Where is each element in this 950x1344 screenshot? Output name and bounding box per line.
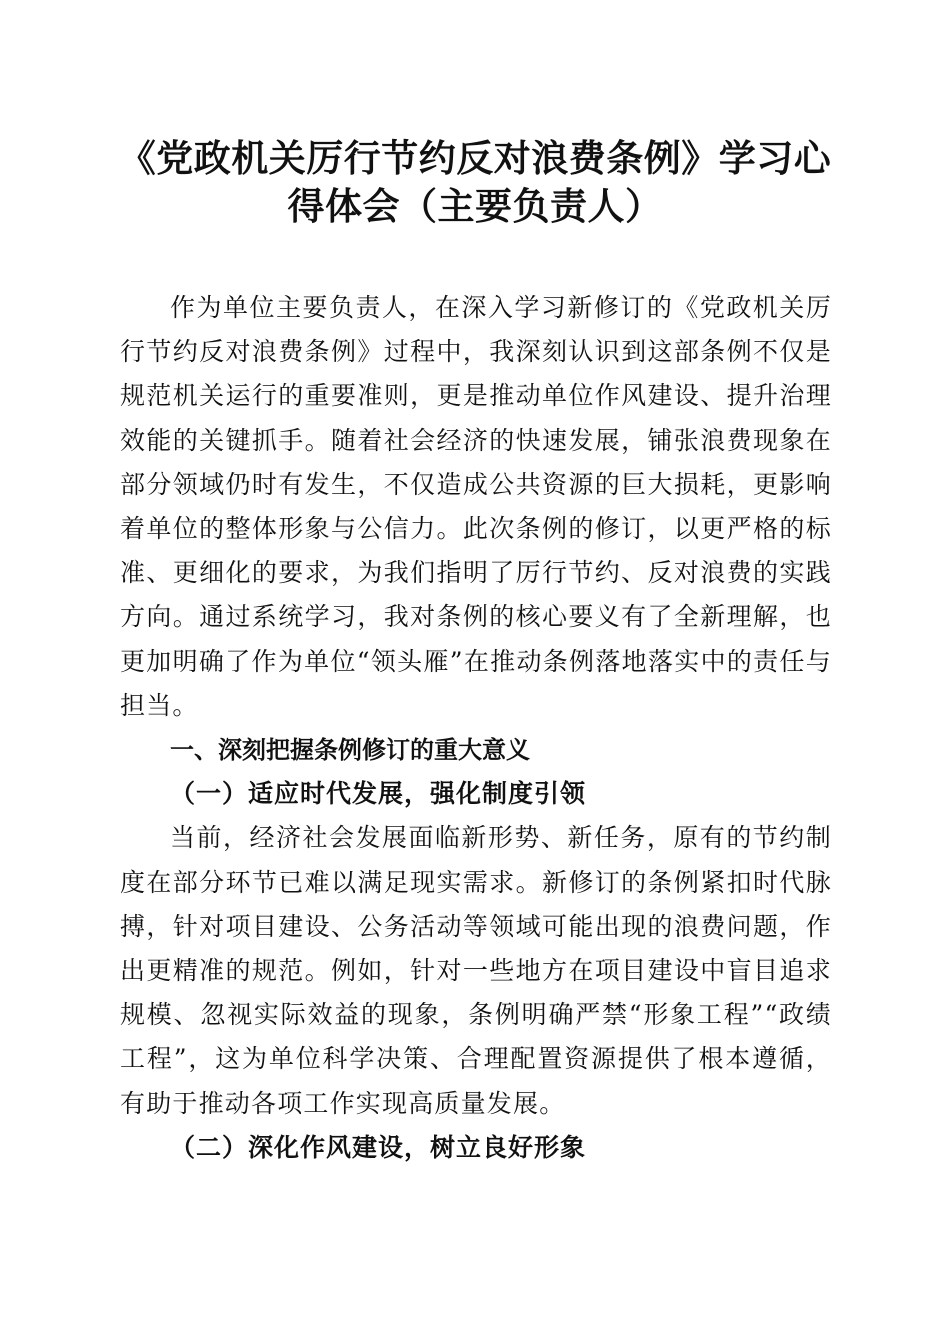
- document-body: [120, 286, 832, 1170]
- body-paragraph: 当前，经济社会发展面临新形势、新任务，原有的节约制度在部分环节已难以满足现实需求。新修订的条例紧扣时代脉搏，针对项目建设、公务活动等领域可能出现的浪费问题，作出更精准的规范。例如，针对一些地方在项目建设中盲目追求规模、忽视实际效益的现象，条例明确严禁“形象工程”“政绩工程”，这为单位科学决策、合理配置资源提供了根本遵循，有助于推动各项工作实现高质量发展。: [120, 823, 832, 1118]
- subheading-2: （二）深化作风建设，树立良好形象: [170, 1132, 587, 1162]
- document-title: 《党政机关厉行节约反对浪费条例》学习心得体会（主要负责人）: [118, 136, 832, 228]
- section-heading: 一、深刻把握条例修订的重大意义: [170, 736, 530, 765]
- intro-paragraph: 作为单位主要负责人，在深入学习新修订的《党政机关厉行节约反对浪费条例》过程中，我深刻认识到这部条例不仅是规范机关运行的重要准则，更是推动单位作风建设、提升治理效能的关键抓手。随着社会经济的快速发展，铺张浪费现象在部分领域仍时有发生，不仅造成公共资源的巨大损耗，更影响着单位的整体形象与公信力。此次条例的修订，以更严格的标准、更细化的要求，为我们指明了厉行节约、反对浪费的实践方向。通过系统学习，我对条例的核心要义有了全新理解，也更加明确了作为单位“领头雁”在推动条例落地落实中的责任与担当。: [120, 293, 832, 720]
- subheading-1: （一）适应时代发展，强化制度引领: [170, 779, 587, 809]
